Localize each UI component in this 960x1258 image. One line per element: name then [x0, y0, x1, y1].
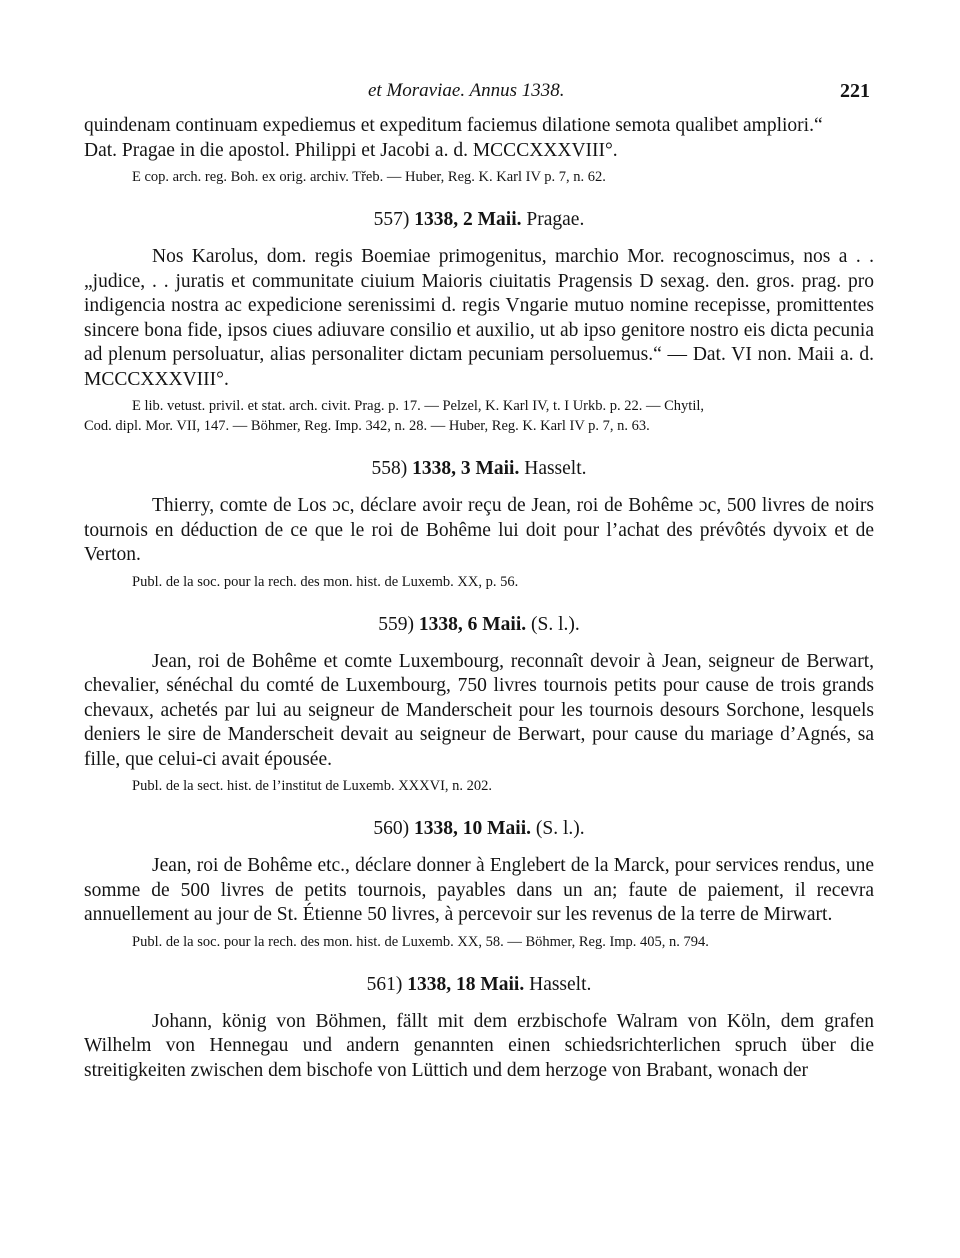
- entry-heading: [84, 458, 874, 480]
- document-page: [84, 80, 874, 1083]
- entry-date: 1338, 6 Maii.: [418, 613, 527, 635]
- entry-place: Hasselt.: [524, 458, 587, 479]
- page-header: [84, 80, 874, 114]
- entry-text: Thierry, comte de Los ɔc, déclare avoir reçu de Jean, roi de Bohême ɔc, 500 livres de noirs tournois en déduction de ce que le roi de Bohême lui doit pour l’achat des prévôtés dyvoix et de Verton.: [84, 495, 874, 565]
- entry-560: [84, 818, 874, 952]
- continuation-source: E cop. arch. reg. Boh. ex orig. archiv. Třeb. — Huber, Reg. K. Karl IV p. 7, n. 62.: [132, 169, 606, 185]
- entry-date: 1338, 10 Maii.: [414, 818, 531, 839]
- entry-source: Cod. dipl. Mor. VII, 147. — Böhmer, Reg. Imp. 342, n. 28. — Huber, Reg. K. Karl IV p. 7, n. 63.: [84, 418, 650, 434]
- page-number: 221: [840, 80, 870, 102]
- entry-text: Johann, könig von Böhmen, fällt mit dem erzbischofe Walram von Köln, dem grafen Wilhelm von Hennegau und andern genannten einen schiedsrichterlichen spruch über die streitigkeiten zwischen dem bischofe von Lüttich und dem herzoge von Brabant, wonach der: [84, 1010, 874, 1081]
- entry-text: Jean, roi de Bohême et comte Luxembourg, reconnaît devoir à Jean, seigneur de Berwart, chevalier, sénéchal du comté de Luxembourg, 750 livres tournois petits pour cause de trois grands chevaux, achetés par lui au seigneur de Manderscheit pour les tournois desours Sorchone, lesquels deniers le sire de Manderscheit devait au seigneur de Berwart, pour cause du mariage d’Agnés, sa fille, que celui-ci avait épousée.: [84, 650, 874, 770]
- running-head: et Moraviae. Annus 1338.: [368, 80, 565, 101]
- entry-561: [84, 974, 874, 1084]
- continuation-line-1: quindenam continuam expediemus et expeditum faciemus dilatione semota qualibet ampliori.“: [84, 115, 823, 136]
- entry-place: (S. l.).: [535, 818, 585, 839]
- entry-557: [84, 209, 874, 436]
- entry-558: [84, 458, 874, 592]
- entry-date: 1338, 3 Maii.: [412, 458, 520, 479]
- entry-source: Publ. de la soc. pour la rech. des mon. hist. de Luxemb. XX, 58. — Böhmer, Reg. Imp. 405, n. 794.: [132, 933, 709, 950]
- entry-heading: [84, 209, 874, 231]
- entry-number: 557): [373, 209, 410, 230]
- continuation-line-2: Dat. Pragae in die apostol. Philippi et Jacobi a. d. MCCCXXXVIII°.: [84, 139, 618, 161]
- entry-text: Jean, roi de Bohême etc., déclare donner à Englebert de la Marck, pour services rendus, une somme de 500 livres de petits tournois, payables dans un an; faute de paiement, il recevra annuellement au jour de St. Étienne 50 livres, à percevoir sur les revenus de la terre de Mirwart.: [84, 855, 874, 925]
- entry-heading: [84, 818, 874, 840]
- entry-source: E lib. vetust. privil. et stat. arch. civit. Prag. p. 17. — Pelzel, K. Karl IV, t. I Urkb. p. 22. — Chytil,: [132, 398, 704, 414]
- continuation-block: [84, 114, 874, 187]
- entry-heading: [84, 974, 874, 996]
- entry-place: (S. l.).: [531, 613, 580, 635]
- entry-place: Hasselt.: [529, 973, 592, 995]
- entry-date: 1338, 2 Maii.: [414, 209, 522, 230]
- entry-date: 1338, 18 Maii.: [407, 973, 525, 995]
- entry-heading: [84, 614, 874, 636]
- entry-number: 560): [373, 818, 410, 839]
- entry-text: Nos Karolus, dom. regis Boemiae primogenitus, marchio Mor. recognoscimus, nos a . . „judice, . . juratis et communitate ciuium Maioris ciuitatis Pragensis D sexag. den. gros. prag. pro indigencia nostra ac expedicione serenissimi d. regis Vngarie mutuo nomine recepisse, promittentes sincere bona fide, ipsos ciues adiuvare consilio et auxilio, ut ab ipso genitore nostro eis dicta pecunia ad plenum persoluatur, alias personaliter dictam pecuniam persoluemus.“ — Dat. VI non. Maii a. d. MCCCXXXVIII°.: [84, 246, 874, 390]
- entry-number: 559): [378, 613, 414, 635]
- entry-number: 558): [371, 458, 408, 479]
- entry-source: Publ. de la soc. pour la rech. des mon. hist. de Luxemb. XX, p. 56.: [132, 573, 519, 590]
- entry-559: [84, 614, 874, 797]
- entry-source: Publ. de la sect. hist. de l’institut de Luxemb. XXXVI, n. 202.: [132, 778, 493, 794]
- entry-number: 561): [366, 973, 403, 995]
- entry-place: Pragae.: [526, 209, 585, 230]
